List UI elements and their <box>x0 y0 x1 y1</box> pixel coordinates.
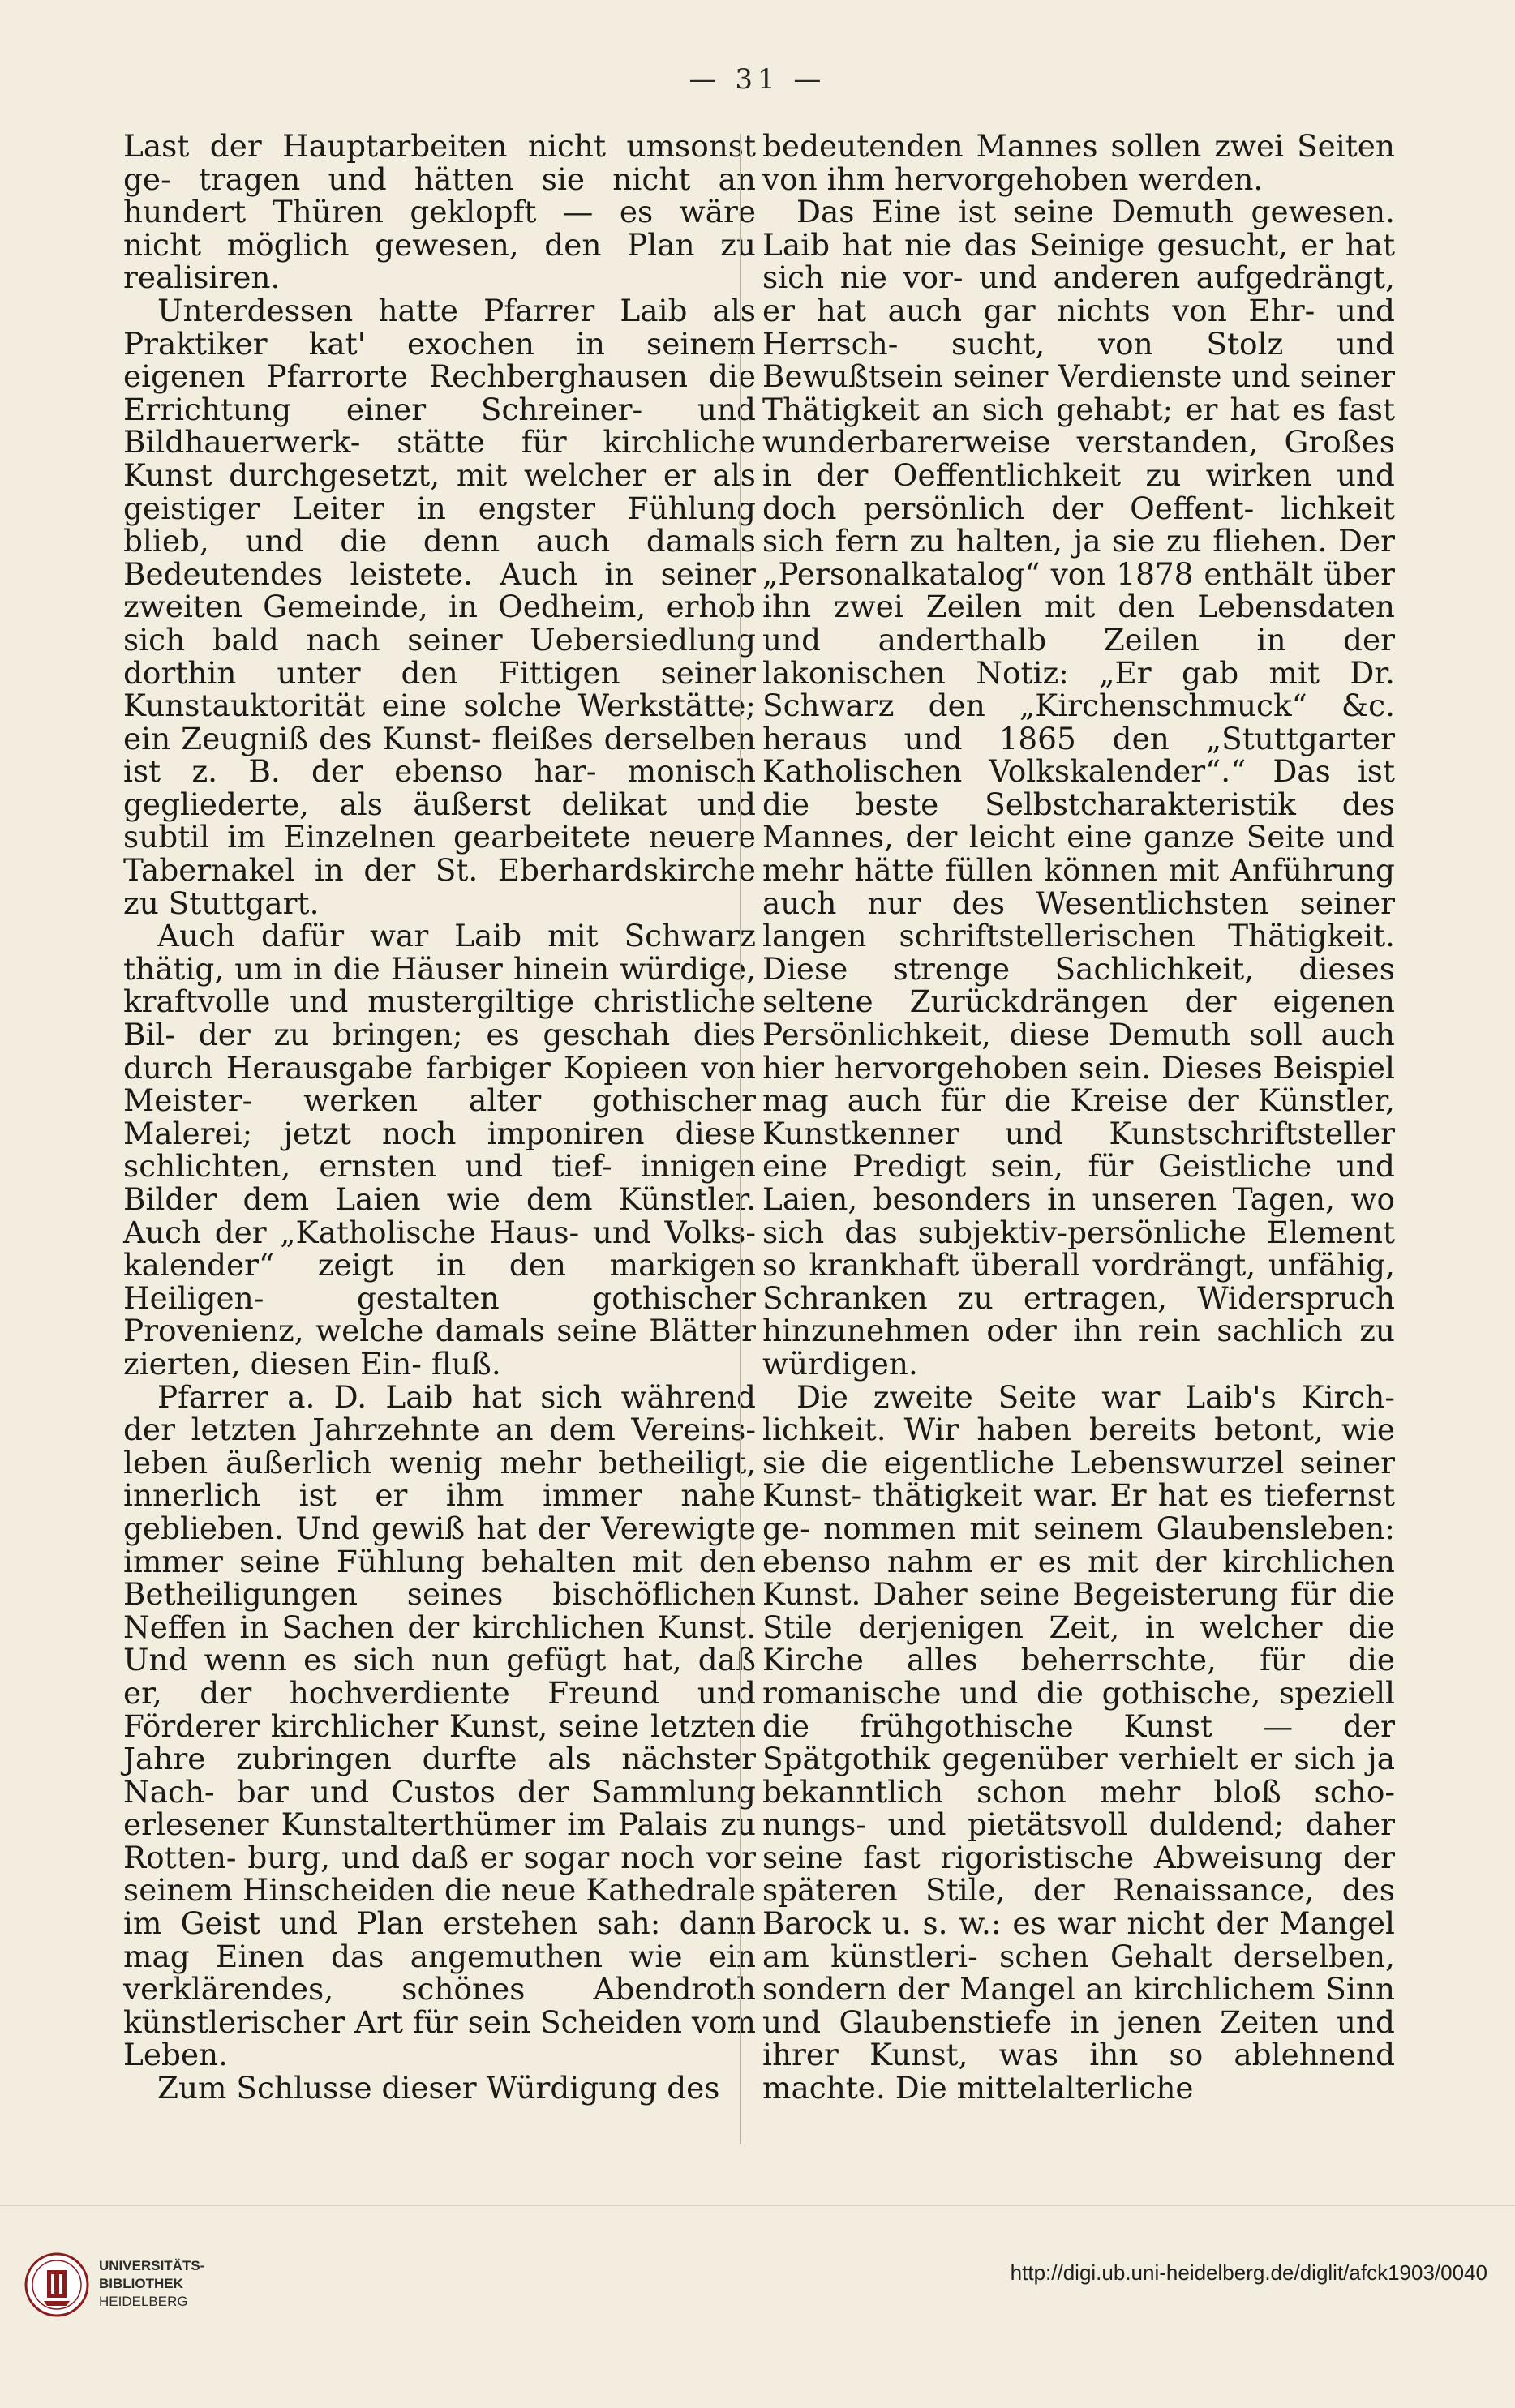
paragraph: Pfarrer a. D. Laib hat sich während der letzten Jahrzehnte an dem Vereins- leben äußerlich wenig mehr betheiligt, innerlich ist er ihm immer nahe geblieben. Und gewiß hat der Verewigte immer seine Fühlung behalten mit den Betheiligungen seines bischöflichen Neffen in Sachen der kirchlichen Kunst. Und wenn es sich nun gefügt hat, daß er, der hochverdiente Freund und Förderer kirchlicher Kunst, seine letzten Jahre zubringen durfte als nächster Nach- bar und Custos der Sammlung erlesener Kunstalterthümer im Palais zu Rotten- burg, und daß er sogar noch vor seinem Hinscheiden die neue Kathedrale im Geist und Plan erstehen sah: dann mag Einen das angemuthen wie ein verklärendes, schönes Abendroth künstlerischer Art für sein Scheiden vom Leben. <box>123 1378 756 2073</box>
page-number: — 31 — <box>689 63 826 96</box>
footer <box>0 2238 1515 2351</box>
logo-line: UNIVERSITÄTS- <box>99 2258 205 2273</box>
paragraph: bedeutenden Mannes sollen zwei Seiten von ihm hervorgehoben werden. <box>762 128 1395 197</box>
paragraph: Das Eine ist seine Demuth gewesen. Laib hat nie das Seinige gesucht, er hat sich nie vor- und anderen aufgedrängt, er hat auch gar nichts von Ehr- und Herrsch- sucht, von Stolz und Bewußtsein seiner Verdienste und seiner Thätigkeit an sich gehabt; er hat es fast wunderbarerweise verstanden, Großes in der Oeffentlichkeit zu wirken und doch persönlich der Oeffent- lichkeit sich fern zu halten, ja sie zu fliehen. Der „Personalkatalog“ von 1878 enthält über ihn zwei Zeilen mit den Lebensdaten und anderthalb Zeilen in der lakonischen Notiz: „Er gab mit Dr. Schwarz den „Kirchenschmuck“ &c. heraus und 1865 den „Stuttgarter Katholischen Volkskalender“.“ Das ist die beste Selbstcharakteristik des Mannes, der leicht eine ganze Seite und mehr hätte füllen können mit Anführung auch nur des Wesentlichsten seiner langen schriftstellerischen Thätigkeit. Diese strenge Sachlichkeit, dieses seltene Zurückdrängen der eigenen Persönlichkeit, diese Demuth soll auch hier hervorgehoben sein. Dieses Beispiel mag auch für die Kreise der Künstler, Kunstkenner und Kunstschriftsteller eine Predigt sein, für Geistliche und Laien, besonders in unseren Tagen, wo sich das subjektiv-persönliche Element so krankhaft überall vordrängt, unfähig, Schranken zu ertragen, Widerspruch hinzunehmen oder ihn rein sachlich zu würdigen. <box>762 194 1395 1382</box>
source-url-link[interactable]: http://digi.ub.uni-heidelberg.de/diglit/afck1903/0040 <box>1010 2260 1487 2285</box>
right-column <box>762 130 1395 2105</box>
paragraph: Die zweite Seite war Laib's Kirch- lichkeit. Wir haben bereits betont, wie sie die eigentliche Lebenswurzel seiner Kunst- thätigkeit war. Er hat es tiefernst ge- nommen mit seinem Glaubensleben: ebenso nahm er es mit der kirchlichen Kunst. Daher seine Begeisterung für die Stile derjenigen Zeit, in welcher die Kirche alles beherrschte, für die romanische und die gothische, speziell die frühgothische Kunst — der Spätgothik gegenüber verhielt er sich ja bekanntlich schon mehr bloß scho- nungs- und pietätsvoll duldend; daher seine fast rigoristische Abweisung der späteren Stile, der Renaissance, des Barock u. s. w.: es war nicht der Mangel am künstleri- schen Gehalt derselben, sondern der Mangel an kirchlichem Sinn und Glaubenstiefe in jenen Zeiten und ihrer Kunst, was ihn so ablehnend machte. Die mittelalterliche <box>762 1378 1395 2106</box>
logo-line: BIBLIOTHEK <box>99 2276 183 2291</box>
library-logo-text <box>99 2257 204 2311</box>
paragraph: Auch dafür war Laib mit Schwarz thätig, um in die Häuser hinein würdige, kraftvolle und mustergiltige christliche Bil- der zu bringen; es geschah dies durch Herausgabe farbiger Kopieen von Meister- werken alter gothischer Malerei; jetzt noch imponiren diese schlichten, ernsten und tief- innigen Bilder dem Laien wie dem Künstler. Auch der „Katholische Haus- und Volks- kalender“ zeigt in den markigen Heiligen- gestalten gothischer Provenienz, welche damals seine Blätter zierten, diesen Ein- fluß. <box>123 918 756 1382</box>
library-logo[interactable] <box>24 2244 268 2333</box>
paragraph: Unterdessen hatte Pfarrer Laib als Praktiker kat' exochen in seinem eigenen Pfarrorte Rechberghausen die Errichtung einer Schreiner- und Bildhauerwerk- stätte für kirchliche Kunst durchgesetzt, mit welcher er als geistiger Leiter in engster Fühlung blieb, und die denn auch damals Bedeutendes leistete. Auch in seiner zweiten Gemeinde, in Oedheim, erhob sich bald nach seiner Uebersiedlung dorthin unter den Fittigen seiner Kunstauktorität eine solche Werkstätte; ein Zeugniß des Kunst- fleißes derselben ist z. B. der ebenso har- monisch gegliederte, als äußerst delikat und subtil im Einzelnen gearbeitete neuere Tabernakel in der St. Eberhardskirche zu Stuttgart. <box>123 292 756 921</box>
column-divider <box>740 134 741 2144</box>
library-logo-icon <box>24 2252 89 2317</box>
logo-line: HEIDELBERG <box>99 2294 188 2309</box>
paragraph: Last der Hauptarbeiten nicht umsonst ge- tragen und hätten sie nicht an hundert Thüren geklopft — es wäre nicht möglich gewesen, den Plan zu realisiren. <box>123 128 756 296</box>
left-column <box>123 130 756 2105</box>
paragraph: Zum Schlusse dieser Würdigung des <box>157 2070 720 2106</box>
footer-divider <box>0 2205 1515 2206</box>
